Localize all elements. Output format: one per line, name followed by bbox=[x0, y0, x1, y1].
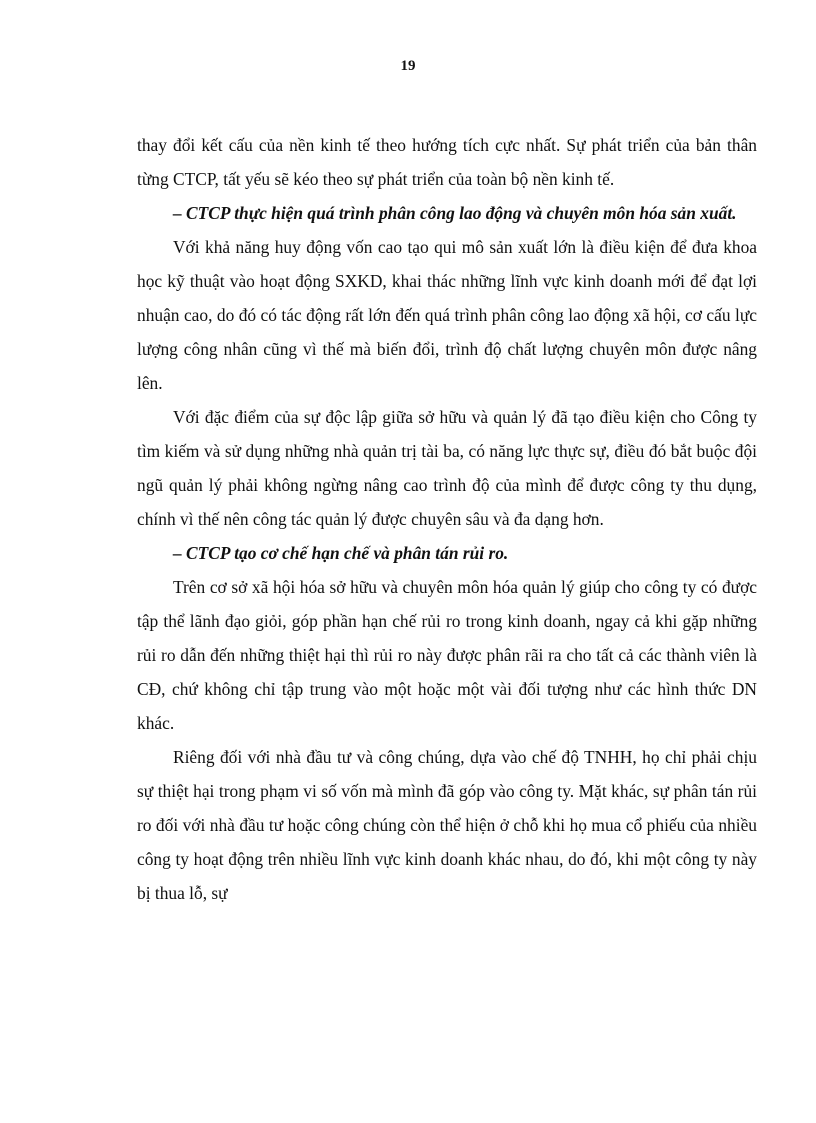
paragraph: Riêng đối với nhà đầu tư và công chúng, dựa vào chế độ TNHH, họ chỉ phải chịu sự thiệt hại trong phạm vi số vốn mà mình đã góp vào công ty. Mặt khác, sự phân tán rủi ro đối với nhà đầu tư hoặc công chúng còn thể hiện ở chỗ khi họ mua cổ phiếu của nhiều công ty hoạt động trên nhiều lĩnh vực kinh doanh khác nhau, do đó, khi một công ty này bị thua lỗ, sự bbox=[137, 747, 757, 903]
section-heading-labor-division: – CTCP thực hiện quá trình phân công lao động và chuyên môn hóa sản xuất. bbox=[173, 203, 737, 223]
page-number: 19 bbox=[400, 58, 416, 74]
paragraph: Với khả năng huy động vốn cao tạo qui mô sản xuất lớn là điều kiện để đưa khoa học kỹ thuật vào hoạt động SXKD, khai thác những lĩnh vực kinh doanh mới để đạt lợi nhuận cao, do đó có tác động rất lớn đến quá trình phân công lao động xã hội, cơ cấu lực lượng công nhân cũng vì thế mà biến đổi, trình độ chất lượng chuyên môn được nâng lên. bbox=[137, 237, 757, 393]
document-body bbox=[137, 128, 757, 910]
paragraph-continuation: thay đổi kết cấu của nền kinh tế theo hướng tích cực nhất. Sự phát triển của bản thân từng CTCP, tất yếu sẽ kéo theo sự phát triển của toàn bộ nền kinh tế. bbox=[137, 135, 757, 189]
paragraph: Trên cơ sở xã hội hóa sở hữu và chuyên môn hóa quản lý giúp cho công ty có được tập thể lãnh đạo giỏi, góp phần hạn chế rủi ro trong kinh doanh, ngay cả khi gặp những rủi ro dẫn đến những thiệt hại thì rủi ro này được phân rãi ra cho tất cả các thành viên là CĐ, chứ không chỉ tập trung vào một hoặc một vài đối tượng như các hình thức DN khác. bbox=[137, 577, 757, 733]
section-heading-risk-distribution: – CTCP tạo cơ chế hạn chế và phân tán rủi ro. bbox=[173, 543, 509, 563]
paragraph: Với đặc điểm của sự độc lập giữa sở hữu và quản lý đã tạo điều kiện cho Công ty tìm kiếm và sử dụng những nhà quản trị tài ba, có năng lực thực sự, điều đó bắt buộc đội ngũ quản lý phải không ngừng nâng cao trình độ của mình để được công ty thu dụng, chính vì thế nên công tác quản lý được chuyên sâu và đa dạng hơn. bbox=[137, 407, 757, 529]
